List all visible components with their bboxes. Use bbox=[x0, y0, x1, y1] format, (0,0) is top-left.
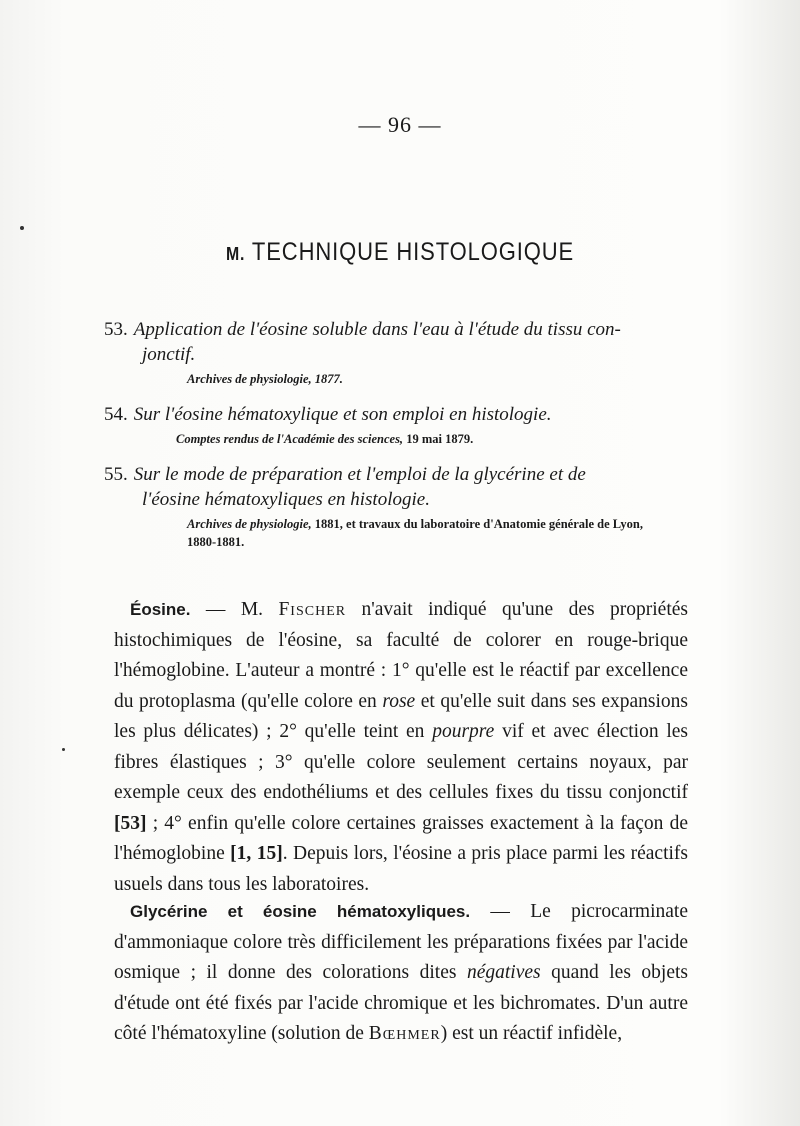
page-number: — 96 — bbox=[358, 112, 442, 137]
text-run: . Depuis lors, l'éosine a pris place parmi les réactifs usuels dans tous les laboratoires. bbox=[114, 843, 688, 895]
reference-source-date: 19 mai 1879. bbox=[406, 432, 474, 446]
reference-55 bbox=[104, 462, 690, 551]
text-run: quand les objets d'étude ont été fixés par l'acide chromique et les bichromates. D'un autre côté l'hématoxyline (solution de bbox=[114, 962, 688, 1044]
text-run: — Le picrocarminate d'ammoniaque colore très difficilement les préparations fixées par l'acide osmique ; il donne des colorations dites bbox=[114, 901, 688, 983]
text-run: et qu'elle suit dans ses expansions les plus délicates) ; 2° qu'elle teint en bbox=[114, 690, 688, 742]
section-heading: TECHNIQUE HISTOLOGIQUE bbox=[251, 238, 575, 266]
text-run: ; 4° enfin qu'elle colore certaines graisses exactement à la façon de l'hémoglobine bbox=[114, 812, 688, 864]
paragraph-eosine bbox=[114, 595, 688, 900]
section-letter: M. bbox=[225, 244, 246, 264]
reference-source: Archives de physiologie, 1877. bbox=[187, 372, 343, 386]
paragraph-lead: Glycérine et éosine hématoxyliques. bbox=[130, 902, 471, 921]
italic-term: rose bbox=[382, 690, 416, 712]
reference-54 bbox=[104, 402, 690, 448]
text-run: ) est un réactif infidèle, bbox=[440, 1023, 623, 1044]
reference-title: Sur l'éosine hématoxylique et son emploi en histologie. bbox=[133, 404, 552, 425]
reference-number: 54. bbox=[104, 404, 128, 425]
paragraph-lead: Éosine. bbox=[130, 600, 191, 619]
citation-ref: [53] bbox=[114, 812, 147, 834]
reference-source-details: 1881, et travaux du laboratoire d'Anatomie générale de Lyon, bbox=[314, 517, 643, 531]
reference-title-cont: l'éosine hématoxyliques en histologie. bbox=[142, 489, 430, 510]
section-title bbox=[48, 238, 752, 267]
edge-speck bbox=[20, 226, 24, 230]
reference-source-journal: Comptes rendus de l'Académie des sciences, bbox=[176, 432, 404, 446]
italic-term: négatives bbox=[466, 962, 541, 983]
reference-53 bbox=[104, 317, 690, 388]
reference-title-cont: jonctif. bbox=[142, 344, 196, 365]
reference-title: Sur le mode de préparation et l'emploi de la glycérine et de bbox=[133, 464, 586, 485]
edge-speck bbox=[62, 748, 65, 751]
reference-source bbox=[104, 515, 690, 533]
text-run: vif et avec élection les fibres élastiques ; 3° qu'elle colore seulement certains noyaux, par exemple ceux des endothéliums et des cellules fixes du tissu conjonctif bbox=[114, 721, 688, 803]
italic-term: pourpre bbox=[432, 721, 495, 742]
reference-source-cont: 1880-1881. bbox=[187, 535, 245, 549]
citation-ref: [1, 15] bbox=[230, 843, 283, 864]
reference-source-journal: Archives de physiologie, bbox=[187, 517, 312, 531]
author-name: Bœhmer bbox=[368, 1023, 441, 1044]
reference-number: 55. bbox=[104, 464, 128, 485]
text-run: n'avait indiqué qu'une des propriétés histochimiques de l'éosine, sa faculté de colorer en rouge-brique l'hémoglobine. L'auteur a montré : 1° qu'elle est le réactif par excellence du protoplasma (qu'elle colore en bbox=[114, 599, 688, 712]
text-run: — M. bbox=[190, 599, 279, 620]
reference-number: 53. bbox=[104, 319, 128, 340]
reference-source bbox=[104, 430, 690, 448]
paragraph-glycerine bbox=[114, 897, 688, 1050]
author-name: Fischer bbox=[278, 599, 347, 620]
reference-title: Application de l'éosine soluble dans l'eau à l'étude du tissu con- bbox=[133, 319, 621, 340]
